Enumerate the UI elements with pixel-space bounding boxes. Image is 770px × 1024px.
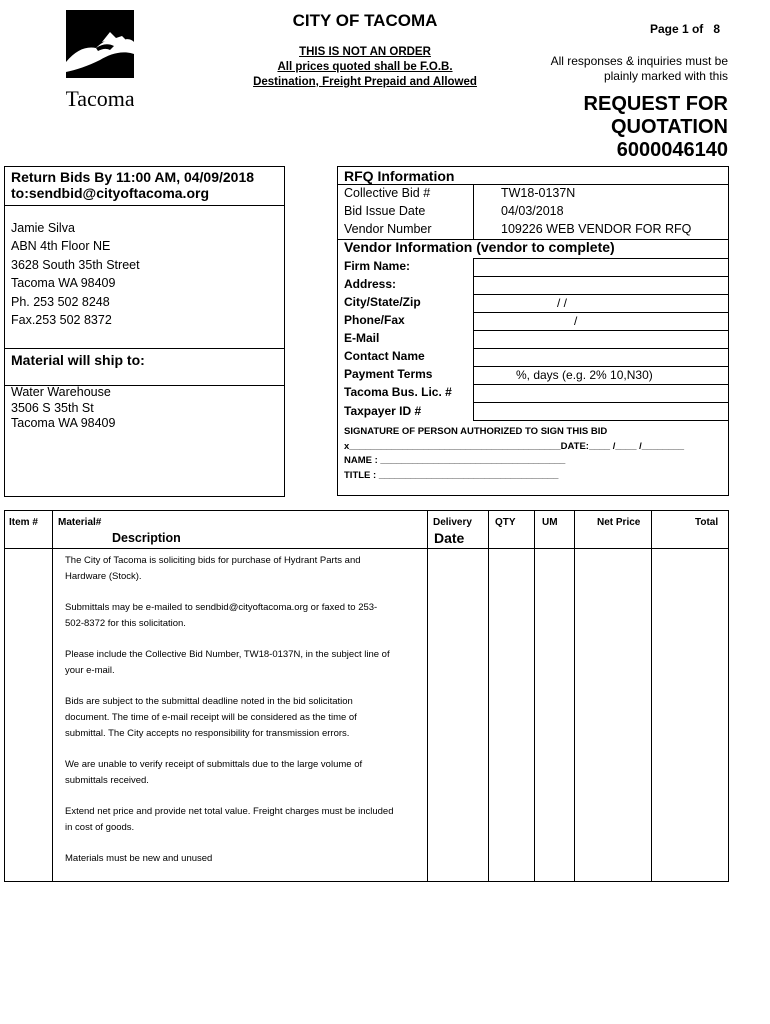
rfq-row-label: Collective Bid # xyxy=(344,186,431,200)
city-of-tacoma-logo xyxy=(66,10,134,112)
phone-fax-input[interactable] xyxy=(473,312,728,331)
column-divider xyxy=(52,511,53,881)
description-paragraph: Please include the Collective Bid Number, TW18-0137N, in the subject line of your e-mail. xyxy=(65,649,390,676)
header-item: Item # xyxy=(9,517,38,528)
description-paragraph: Bids are subject to the submittal deadline noted in the bid solicitation document. The time of e-mail receipt will be considered as the time of submittal. The City accepts no responsibility for transmission errors. xyxy=(65,696,357,739)
contact-line: Fax.253 502 8372 xyxy=(11,313,112,328)
contact-line: ABN 4th Floor NE xyxy=(11,239,111,254)
divider xyxy=(5,348,284,349)
page-total: 8 xyxy=(713,22,720,36)
column-divider xyxy=(427,511,428,881)
city-title: CITY OF TACOMA xyxy=(292,11,438,30)
description-paragraph: We are unable to verify receipt of submittals due to the large volume of submittals received. xyxy=(65,759,363,786)
rfq-title-line-1: REQUEST FOR xyxy=(583,93,728,115)
vendor-field-label: Tacoma Bus. Lic. # xyxy=(344,385,452,399)
rfq-row-collective-bid xyxy=(338,184,728,202)
not-an-order-text: THIS IS NOT AN ORDER xyxy=(299,46,431,58)
column-divider xyxy=(574,511,575,881)
header-total: Total xyxy=(695,517,719,528)
phone-fax-separator: / xyxy=(574,314,578,328)
ship-address-line: 3506 S 35th St xyxy=(11,400,94,415)
description-paragraph: Submittals may be e-mailed to sendbid@cityoftacoma.org or faxed to 253-502-8372 for this solicitation. xyxy=(65,602,378,629)
vendor-field-label: Phone/Fax xyxy=(344,313,405,327)
column-divider xyxy=(651,511,652,881)
header-um: UM xyxy=(542,517,558,528)
rfq-row-vendor-number xyxy=(338,220,728,238)
rfq-row-label: Vendor Number xyxy=(344,222,432,236)
responses-line-1: All responses & inquiries must be xyxy=(550,54,728,68)
signature-line[interactable]: x________________________________________DATE:____ /____ /________ xyxy=(344,440,685,452)
return-bids-heading xyxy=(11,169,254,201)
title-line[interactable]: TITLE : __________________________________ xyxy=(344,469,559,481)
rfq-row-value: TW18-0137N xyxy=(501,186,576,200)
vendor-field-label: City/State/Zip xyxy=(344,295,421,309)
business-license-input[interactable] xyxy=(473,384,728,403)
signature-block xyxy=(344,425,684,483)
contact-line: 3628 South 35th Street xyxy=(11,257,140,272)
order-notice xyxy=(230,45,500,90)
signature-title: SIGNATURE OF PERSON AUTHORIZED TO SIGN THIS BID xyxy=(344,426,608,437)
fob-line-1: All prices quoted shall be F.O.B. xyxy=(277,61,453,73)
ship-to-address xyxy=(11,385,115,432)
vendor-field-label: Contact Name xyxy=(344,349,425,363)
header-delivery: Delivery xyxy=(433,517,472,528)
city-state-zip-input[interactable] xyxy=(473,294,728,313)
contact-name-input[interactable] xyxy=(473,348,728,367)
return-bids-email: to:sendbid@cityoftacoma.org xyxy=(11,185,209,201)
address-input[interactable] xyxy=(473,276,728,295)
rfq-row-label: Bid Issue Date xyxy=(344,204,426,218)
header-description: Description xyxy=(112,531,181,545)
city-state-zip-separators: / / xyxy=(557,296,568,310)
rfq-title xyxy=(530,93,728,162)
responses-note xyxy=(500,54,728,84)
header-divider xyxy=(5,548,728,549)
header-material: Material# xyxy=(58,517,102,528)
responses-line-2: plainly marked with this xyxy=(603,69,728,83)
email-input[interactable] xyxy=(473,330,728,349)
return-bids-box xyxy=(4,166,285,497)
items-table xyxy=(4,510,729,882)
contact-line: Tacoma WA 98409 xyxy=(11,276,116,291)
rfq-info-box xyxy=(337,166,729,496)
fob-line-2: Destination, Freight Prepaid and Allowed xyxy=(253,76,477,88)
rfq-row-value: 04/03/2018 xyxy=(501,204,564,218)
payment-terms-hint: %, days (e.g. 2% 10,N30) xyxy=(516,368,653,382)
contact-line: Jamie Silva xyxy=(11,221,75,235)
header-date: Date xyxy=(434,530,465,546)
description-paragraph: Extend net price and provide net total value. Freight charges must be included in cost of goods. xyxy=(65,806,394,833)
tacoma-logo-icon xyxy=(66,10,134,112)
description-paragraph: The City of Tacoma is soliciting bids for purchase of Hydrant Parts and Hardware (Stock). xyxy=(65,555,361,582)
contact-line: Ph. 253 502 8248 xyxy=(11,294,110,309)
vendor-info-heading: Vendor Information (vendor to complete) xyxy=(344,239,615,255)
payment-terms-input[interactable] xyxy=(473,366,728,385)
divider xyxy=(5,205,284,206)
rfq-row-issue-date xyxy=(338,202,728,220)
vendor-field-label: Payment Terms xyxy=(344,367,433,381)
header-net-price: Net Price xyxy=(597,517,641,528)
rfq-row-value: 109226 WEB VENDOR FOR RFQ xyxy=(501,222,692,236)
rfq-info-heading: RFQ Information xyxy=(344,168,455,184)
header-qty: QTY xyxy=(495,517,516,528)
name-line[interactable]: NAME : ___________________________________ xyxy=(344,455,566,467)
svg-text:Tacoma: Tacoma xyxy=(66,86,134,111)
ship-to-heading: Material will ship to: xyxy=(11,352,145,368)
page-indicator xyxy=(600,22,720,36)
vendor-field-label: E-Mail xyxy=(344,331,380,345)
vendor-field-label: Firm Name: xyxy=(344,259,411,273)
buyer-contact xyxy=(11,219,140,329)
ship-address-line: Tacoma WA 98409 xyxy=(11,416,116,430)
return-bids-deadline: Return Bids By 11:00 AM, 04/09/2018 xyxy=(11,169,255,185)
description-text xyxy=(65,553,395,882)
vendor-field-label: Address: xyxy=(344,277,397,291)
column-divider xyxy=(534,511,535,881)
firm-name-input[interactable] xyxy=(473,258,728,277)
ship-address-line: Water Warehouse xyxy=(11,385,111,399)
page-label: Page 1 of xyxy=(649,22,704,36)
rfq-number: 6000046140 xyxy=(616,139,728,161)
column-divider xyxy=(488,511,489,881)
rfq-title-line-2: QUOTATION xyxy=(610,116,728,138)
vendor-field-label: Taxpayer ID # xyxy=(344,404,422,418)
taxpayer-id-input[interactable] xyxy=(473,402,728,421)
description-paragraph: Materials must be new and unused xyxy=(65,853,213,864)
